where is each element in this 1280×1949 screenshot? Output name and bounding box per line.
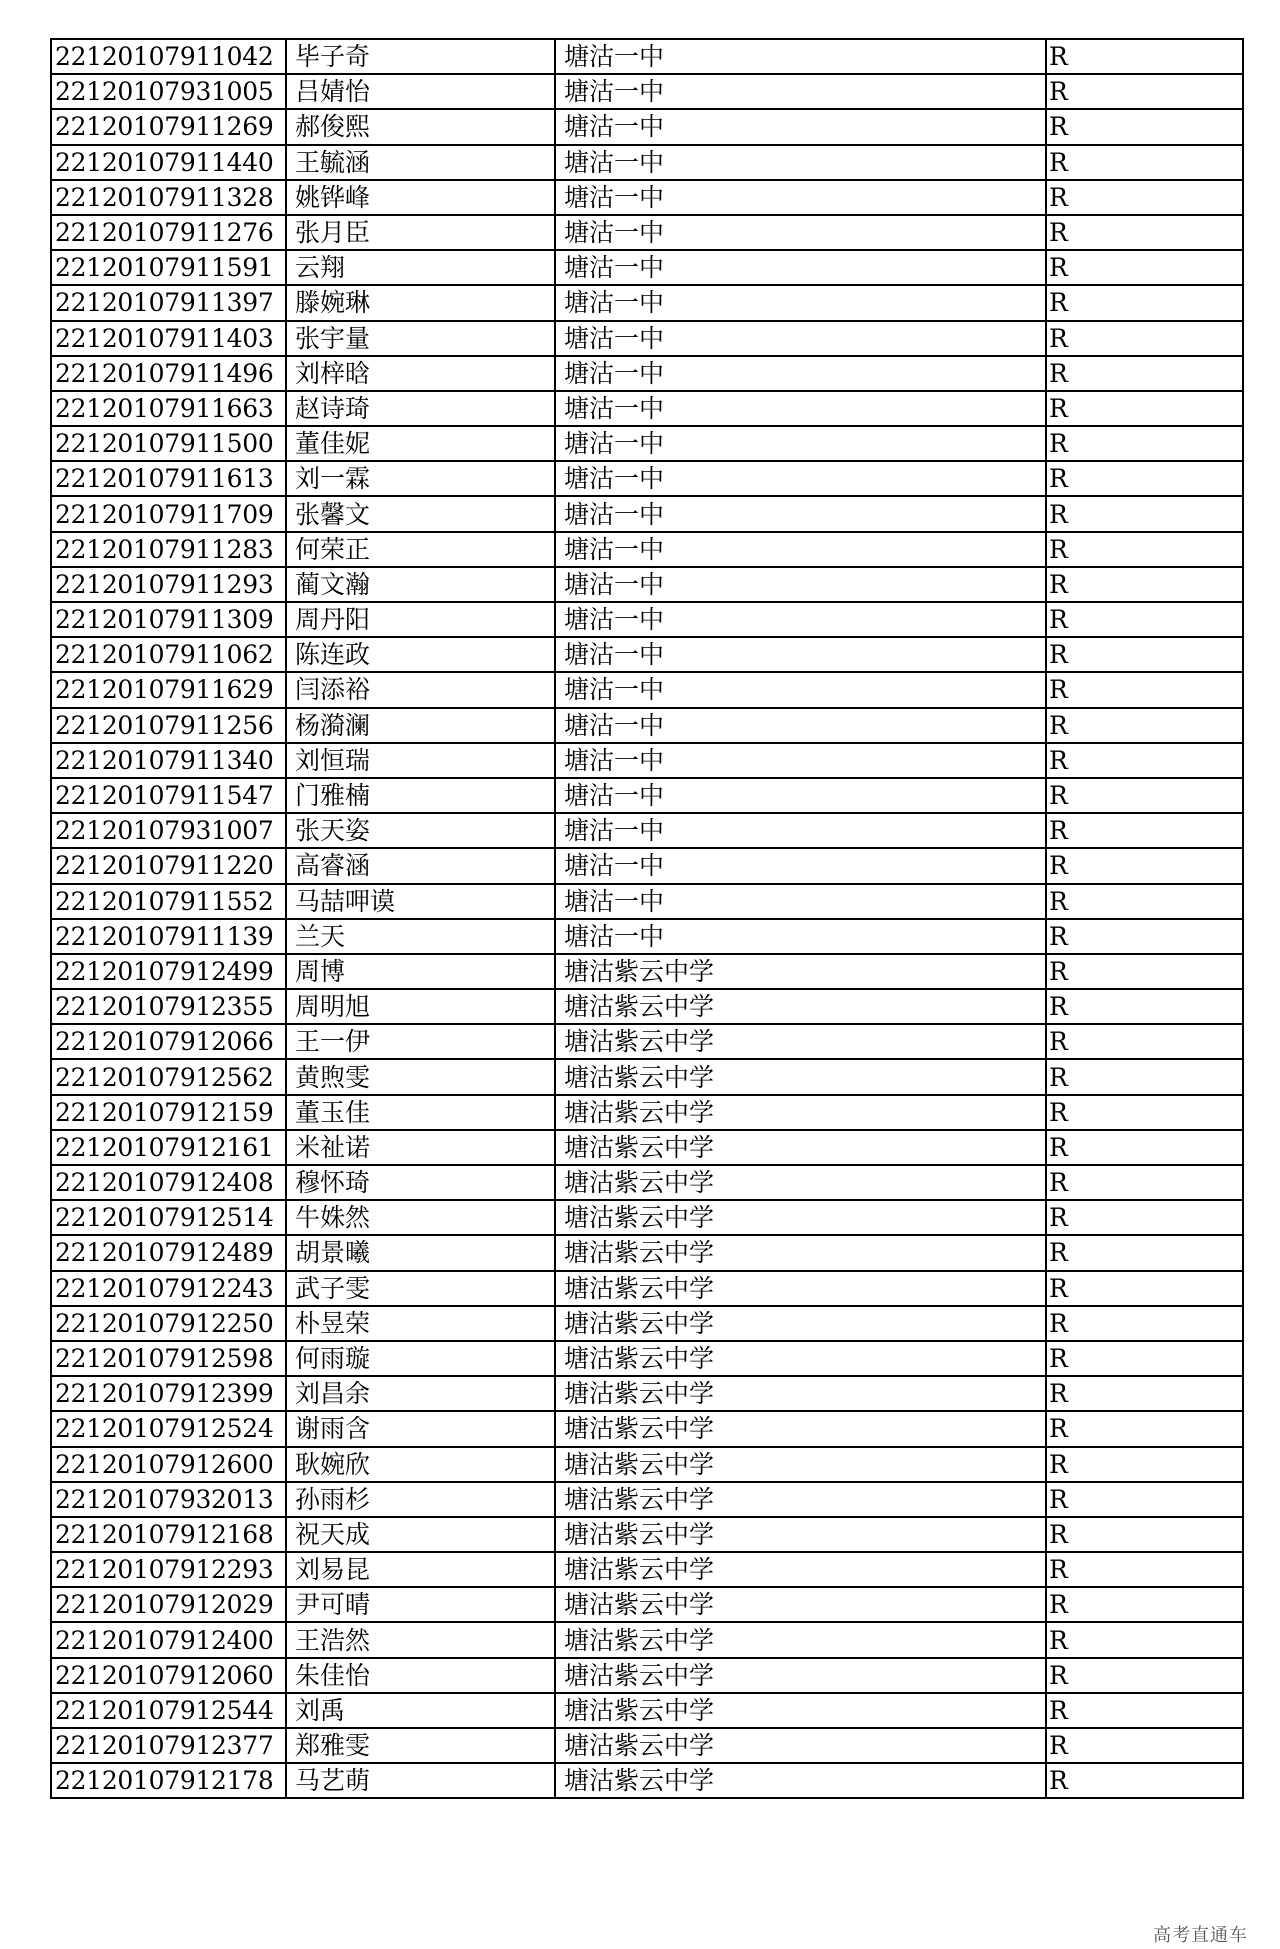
school-cell: 塘沽一中 (555, 708, 1046, 743)
school-cell: 塘沽一中 (555, 426, 1046, 461)
table-row (51, 848, 1243, 883)
school-cell: 塘沽一中 (555, 848, 1046, 883)
grade-cell: R (1046, 285, 1243, 320)
student-name-cell: 祝天成 (286, 1517, 555, 1552)
table-row (51, 461, 1243, 496)
exam-id-cell: 22120107911500 (51, 426, 286, 461)
grade-cell: R (1046, 1059, 1243, 1094)
exam-id-cell: 22120107911629 (51, 672, 286, 707)
exam-id-cell: 22120107912161 (51, 1130, 286, 1165)
school-cell: 塘沽紫云中学 (555, 1552, 1046, 1587)
grade-cell: R (1046, 1658, 1243, 1693)
school-cell: 塘沽紫云中学 (555, 989, 1046, 1024)
exam-id-cell: 22120107912524 (51, 1411, 286, 1446)
grade-cell: R (1046, 1095, 1243, 1130)
table-row (51, 813, 1243, 848)
exam-id-cell: 22120107911552 (51, 884, 286, 919)
school-cell: 塘沽紫云中学 (555, 1411, 1046, 1446)
school-cell: 塘沽一中 (555, 461, 1046, 496)
exam-id-cell: 22120107912408 (51, 1165, 286, 1200)
exam-id-cell: 22120107932013 (51, 1482, 286, 1517)
table-row (51, 1341, 1243, 1376)
student-name-cell: 郑雅雯 (286, 1728, 555, 1763)
results-table (50, 38, 1244, 1799)
table-row (51, 391, 1243, 426)
school-cell: 塘沽紫云中学 (555, 1622, 1046, 1657)
student-name-cell: 米祉诺 (286, 1130, 555, 1165)
student-name-cell: 牛姝然 (286, 1200, 555, 1235)
school-cell: 塘沽一中 (555, 637, 1046, 672)
table-row (51, 1587, 1243, 1622)
table-row (51, 1411, 1243, 1446)
exam-id-cell: 22120107912168 (51, 1517, 286, 1552)
student-name-cell: 张宇量 (286, 321, 555, 356)
table-row (51, 1235, 1243, 1270)
student-name-cell: 周博 (286, 954, 555, 989)
table-row (51, 1552, 1243, 1587)
table-row (51, 743, 1243, 778)
grade-cell: R (1046, 1200, 1243, 1235)
table-row (51, 39, 1243, 74)
table-row (51, 1622, 1243, 1657)
grade-cell: R (1046, 1763, 1243, 1798)
grade-cell: R (1046, 919, 1243, 954)
student-name-cell: 刘易昆 (286, 1552, 555, 1587)
grade-cell: R (1046, 1693, 1243, 1728)
exam-id-cell: 22120107912243 (51, 1271, 286, 1306)
table-row (51, 954, 1243, 989)
grade-cell: R (1046, 356, 1243, 391)
school-cell: 塘沽一中 (555, 567, 1046, 602)
school-cell: 塘沽紫云中学 (555, 1376, 1046, 1411)
exam-id-cell: 22120107911340 (51, 743, 286, 778)
school-cell: 塘沽一中 (555, 884, 1046, 919)
student-name-cell: 吕婧怡 (286, 74, 555, 109)
school-cell: 塘沽紫云中学 (555, 1059, 1046, 1094)
school-cell: 塘沽一中 (555, 496, 1046, 531)
school-cell: 塘沽紫云中学 (555, 1447, 1046, 1482)
exam-id-cell: 22120107911496 (51, 356, 286, 391)
student-name-cell: 张馨文 (286, 496, 555, 531)
table-row (51, 356, 1243, 391)
grade-cell: R (1046, 1235, 1243, 1270)
exam-id-cell: 22120107911062 (51, 637, 286, 672)
grade-cell: R (1046, 743, 1243, 778)
exam-id-cell: 22120107911276 (51, 215, 286, 250)
school-cell: 塘沽一中 (555, 250, 1046, 285)
student-name-cell: 刘禹 (286, 1693, 555, 1728)
table-row (51, 1376, 1243, 1411)
table-row (51, 602, 1243, 637)
student-name-cell: 朴昱荣 (286, 1306, 555, 1341)
student-name-cell: 周丹阳 (286, 602, 555, 637)
table-row (51, 778, 1243, 813)
student-name-cell: 王一伊 (286, 1024, 555, 1059)
student-name-cell: 何雨璇 (286, 1341, 555, 1376)
student-name-cell: 耿婉欣 (286, 1447, 555, 1482)
exam-id-cell: 22120107912562 (51, 1059, 286, 1094)
exam-id-cell: 22120107911547 (51, 778, 286, 813)
exam-id-cell: 22120107912600 (51, 1447, 286, 1482)
grade-cell: R (1046, 637, 1243, 672)
table-row (51, 1095, 1243, 1130)
school-cell: 塘沽紫云中学 (555, 1306, 1046, 1341)
school-cell: 塘沽紫云中学 (555, 1024, 1046, 1059)
grade-cell: R (1046, 1306, 1243, 1341)
table-row (51, 1271, 1243, 1306)
student-name-cell: 何荣正 (286, 532, 555, 567)
exam-id-cell: 22120107912514 (51, 1200, 286, 1235)
table-row (51, 1763, 1243, 1798)
school-cell: 塘沽一中 (555, 109, 1046, 144)
student-name-cell: 杨漪澜 (286, 708, 555, 743)
exam-id-cell: 22120107911663 (51, 391, 286, 426)
grade-cell: R (1046, 778, 1243, 813)
school-cell: 塘沽紫云中学 (555, 954, 1046, 989)
table-row (51, 1728, 1243, 1763)
student-name-cell: 尹可晴 (286, 1587, 555, 1622)
exam-id-cell: 22120107912598 (51, 1341, 286, 1376)
grade-cell: R (1046, 1552, 1243, 1587)
grade-cell: R (1046, 567, 1243, 602)
exam-id-cell: 22120107911403 (51, 321, 286, 356)
school-cell: 塘沽紫云中学 (555, 1693, 1046, 1728)
student-name-cell: 朱佳怡 (286, 1658, 555, 1693)
grade-cell: R (1046, 532, 1243, 567)
grade-cell: R (1046, 848, 1243, 883)
table-row (51, 1130, 1243, 1165)
exam-id-cell: 22120107912489 (51, 1235, 286, 1270)
school-cell: 塘沽紫云中学 (555, 1763, 1046, 1798)
grade-cell: R (1046, 602, 1243, 637)
grade-cell: R (1046, 1517, 1243, 1552)
school-cell: 塘沽紫云中学 (555, 1095, 1046, 1130)
school-cell: 塘沽紫云中学 (555, 1130, 1046, 1165)
grade-cell: R (1046, 426, 1243, 461)
exam-id-cell: 22120107911440 (51, 145, 286, 180)
exam-id-cell: 22120107931005 (51, 74, 286, 109)
exam-id-cell: 22120107911709 (51, 496, 286, 531)
exam-id-cell: 22120107912399 (51, 1376, 286, 1411)
school-cell: 塘沽紫云中学 (555, 1658, 1046, 1693)
school-cell: 塘沽一中 (555, 39, 1046, 74)
exam-id-cell: 22120107912377 (51, 1728, 286, 1763)
exam-id-cell: 22120107912250 (51, 1306, 286, 1341)
school-cell: 塘沽一中 (555, 602, 1046, 637)
grade-cell: R (1046, 672, 1243, 707)
table-row (51, 250, 1243, 285)
school-cell: 塘沽一中 (555, 215, 1046, 250)
school-cell: 塘沽一中 (555, 145, 1046, 180)
grade-cell: R (1046, 1341, 1243, 1376)
grade-cell: R (1046, 1411, 1243, 1446)
table-row (51, 180, 1243, 215)
grade-cell: R (1046, 1587, 1243, 1622)
student-name-cell: 兰天 (286, 919, 555, 954)
table-row (51, 1517, 1243, 1552)
grade-cell: R (1046, 461, 1243, 496)
exam-id-cell: 22120107931007 (51, 813, 286, 848)
table-row (51, 884, 1243, 919)
grade-cell: R (1046, 109, 1243, 144)
student-name-cell: 高睿涵 (286, 848, 555, 883)
student-name-cell: 马喆呷谟 (286, 884, 555, 919)
grade-cell: R (1046, 74, 1243, 109)
exam-id-cell: 22120107912060 (51, 1658, 286, 1693)
school-cell: 塘沽紫云中学 (555, 1200, 1046, 1235)
results-table-body (51, 39, 1243, 1798)
exam-id-cell: 22120107911293 (51, 567, 286, 602)
table-row (51, 532, 1243, 567)
grade-cell: R (1046, 813, 1243, 848)
student-name-cell: 周明旭 (286, 989, 555, 1024)
table-row (51, 708, 1243, 743)
grade-cell: R (1046, 1130, 1243, 1165)
school-cell: 塘沽紫云中学 (555, 1341, 1046, 1376)
exam-id-cell: 22120107911283 (51, 532, 286, 567)
table-row (51, 426, 1243, 461)
table-row (51, 1200, 1243, 1235)
school-cell: 塘沽紫云中学 (555, 1482, 1046, 1517)
table-row (51, 637, 1243, 672)
grade-cell: R (1046, 1482, 1243, 1517)
student-name-cell: 毕子奇 (286, 39, 555, 74)
table-row (51, 1693, 1243, 1728)
school-cell: 塘沽一中 (555, 813, 1046, 848)
student-name-cell: 穆怀琦 (286, 1165, 555, 1200)
student-name-cell: 武子雯 (286, 1271, 555, 1306)
exam-id-cell: 22120107912293 (51, 1552, 286, 1587)
exam-id-cell: 22120107912400 (51, 1622, 286, 1657)
results-table-container (50, 38, 1244, 1799)
school-cell: 塘沽一中 (555, 356, 1046, 391)
table-row (51, 1482, 1243, 1517)
exam-id-cell: 22120107911256 (51, 708, 286, 743)
table-row (51, 215, 1243, 250)
exam-id-cell: 22120107912355 (51, 989, 286, 1024)
school-cell: 塘沽一中 (555, 743, 1046, 778)
table-row (51, 1306, 1243, 1341)
student-name-cell: 马艺萌 (286, 1763, 555, 1798)
exam-id-cell: 22120107911613 (51, 461, 286, 496)
grade-cell: R (1046, 708, 1243, 743)
table-row (51, 919, 1243, 954)
grade-cell: R (1046, 1024, 1243, 1059)
student-name-cell: 刘一霖 (286, 461, 555, 496)
grade-cell: R (1046, 1728, 1243, 1763)
school-cell: 塘沽一中 (555, 391, 1046, 426)
school-cell: 塘沽一中 (555, 74, 1046, 109)
student-name-cell: 滕婉琳 (286, 285, 555, 320)
school-cell: 塘沽一中 (555, 180, 1046, 215)
student-name-cell: 刘梓晗 (286, 356, 555, 391)
school-cell: 塘沽一中 (555, 532, 1046, 567)
student-name-cell: 王浩然 (286, 1622, 555, 1657)
student-name-cell: 姚铧峰 (286, 180, 555, 215)
grade-cell: R (1046, 1622, 1243, 1657)
exam-id-cell: 22120107911042 (51, 39, 286, 74)
exam-id-cell: 22120107912544 (51, 1693, 286, 1728)
grade-cell: R (1046, 1447, 1243, 1482)
table-row (51, 1658, 1243, 1693)
school-cell: 塘沽紫云中学 (555, 1271, 1046, 1306)
school-cell: 塘沽一中 (555, 672, 1046, 707)
student-name-cell: 闫添裕 (286, 672, 555, 707)
exam-id-cell: 22120107911269 (51, 109, 286, 144)
student-name-cell: 谢雨含 (286, 1411, 555, 1446)
student-name-cell: 王毓涵 (286, 145, 555, 180)
student-name-cell: 孙雨杉 (286, 1482, 555, 1517)
exam-id-cell: 22120107912159 (51, 1095, 286, 1130)
student-name-cell: 董佳妮 (286, 426, 555, 461)
grade-cell: R (1046, 989, 1243, 1024)
exam-id-cell: 22120107911591 (51, 250, 286, 285)
table-row (51, 285, 1243, 320)
student-name-cell: 刘恒瑞 (286, 743, 555, 778)
student-name-cell: 赵诗琦 (286, 391, 555, 426)
table-row (51, 989, 1243, 1024)
table-row (51, 1024, 1243, 1059)
exam-id-cell: 22120107911139 (51, 919, 286, 954)
table-row (51, 1165, 1243, 1200)
student-name-cell: 蔺文瀚 (286, 567, 555, 602)
grade-cell: R (1046, 496, 1243, 531)
table-row (51, 567, 1243, 602)
exam-id-cell: 22120107911328 (51, 180, 286, 215)
student-name-cell: 刘昌余 (286, 1376, 555, 1411)
school-cell: 塘沽一中 (555, 285, 1046, 320)
school-cell: 塘沽紫云中学 (555, 1587, 1046, 1622)
student-name-cell: 张天姿 (286, 813, 555, 848)
exam-id-cell: 22120107912066 (51, 1024, 286, 1059)
grade-cell: R (1046, 215, 1243, 250)
table-row (51, 109, 1243, 144)
school-cell: 塘沽紫云中学 (555, 1165, 1046, 1200)
table-row (51, 1059, 1243, 1094)
grade-cell: R (1046, 145, 1243, 180)
student-name-cell: 张月臣 (286, 215, 555, 250)
student-name-cell: 门雅楠 (286, 778, 555, 813)
grade-cell: R (1046, 1376, 1243, 1411)
grade-cell: R (1046, 250, 1243, 285)
exam-id-cell: 22120107911397 (51, 285, 286, 320)
school-cell: 塘沽紫云中学 (555, 1517, 1046, 1552)
exam-id-cell: 22120107912499 (51, 954, 286, 989)
grade-cell: R (1046, 1271, 1243, 1306)
grade-cell: R (1046, 39, 1243, 74)
watermark-text: 高考直通车 (1153, 1925, 1248, 1946)
table-row (51, 672, 1243, 707)
student-name-cell: 云翔 (286, 250, 555, 285)
school-cell: 塘沽一中 (555, 778, 1046, 813)
table-row (51, 1447, 1243, 1482)
table-row (51, 321, 1243, 356)
grade-cell: R (1046, 884, 1243, 919)
exam-id-cell: 22120107912178 (51, 1763, 286, 1798)
school-cell: 塘沽一中 (555, 321, 1046, 356)
table-row (51, 74, 1243, 109)
student-name-cell: 陈连政 (286, 637, 555, 672)
exam-id-cell: 22120107911220 (51, 848, 286, 883)
student-name-cell: 胡景曦 (286, 1235, 555, 1270)
school-cell: 塘沽紫云中学 (555, 1728, 1046, 1763)
exam-id-cell: 22120107912029 (51, 1587, 286, 1622)
grade-cell: R (1046, 954, 1243, 989)
student-name-cell: 董玉佳 (286, 1095, 555, 1130)
school-cell: 塘沽紫云中学 (555, 1235, 1046, 1270)
student-name-cell: 郝俊熙 (286, 109, 555, 144)
grade-cell: R (1046, 391, 1243, 426)
table-row (51, 145, 1243, 180)
student-name-cell: 黄煦雯 (286, 1059, 555, 1094)
school-cell: 塘沽一中 (555, 919, 1046, 954)
table-row (51, 496, 1243, 531)
grade-cell: R (1046, 1165, 1243, 1200)
grade-cell: R (1046, 321, 1243, 356)
grade-cell: R (1046, 180, 1243, 215)
exam-id-cell: 22120107911309 (51, 602, 286, 637)
